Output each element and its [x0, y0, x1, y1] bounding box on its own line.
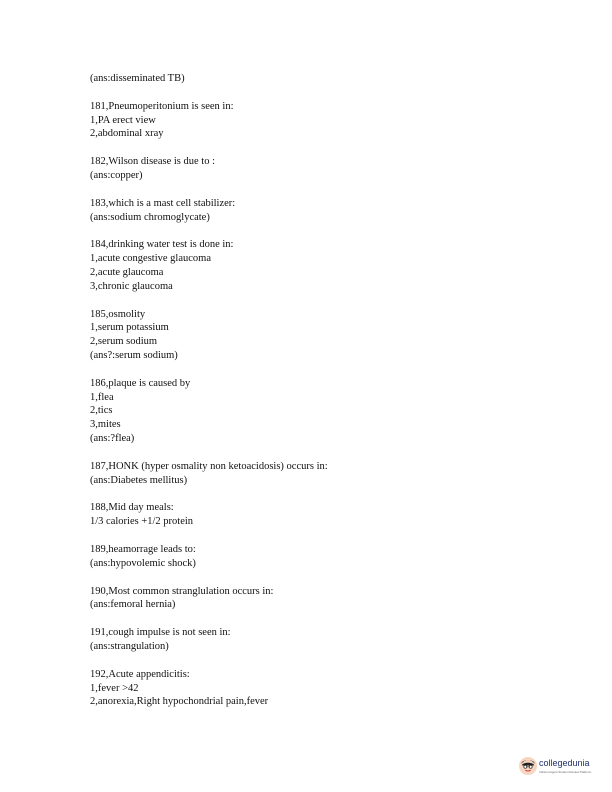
text-line: 183,which is a mast cell stabilizer: [90, 197, 236, 209]
text-line: (ans:sodium chromoglycate) [90, 211, 210, 223]
text-line: 2,tics [90, 405, 113, 417]
text-line: (ans:?flea) [90, 432, 135, 444]
text-line: 190,Most common stranglulation occurs in: [90, 585, 274, 597]
text-line: 1,fever >42 [90, 682, 139, 694]
text-line: 185,osmolity [90, 308, 146, 320]
text-line: 1,acute congestive glaucoma [90, 253, 211, 265]
text-line: 192,Acute appendicitis: [90, 668, 190, 680]
document-content [90, 72, 530, 723]
text-line: 1/3 calories +1/2 protein [90, 516, 194, 528]
text-line: 3,mites [90, 419, 121, 431]
block-189 [90, 543, 530, 571]
text-line: 2,anorexia,Right hypochondrial pain,fever [90, 696, 269, 708]
block-184 [90, 238, 530, 293]
text-line: 1,flea [90, 391, 114, 403]
block-190 [90, 585, 530, 613]
block-191 [90, 626, 530, 654]
collegedunia-logo-icon [518, 756, 538, 776]
brand-tagline: India's largest Student Review Platform [539, 770, 592, 774]
text-line: 2,abdominal xray [90, 128, 164, 140]
text-line: (ans:strangulation) [90, 640, 169, 652]
text-line: 182,Wilson disease is due to : [90, 156, 215, 168]
text-line: 189,heamorrage leads to: [90, 543, 196, 555]
block-182 [90, 155, 530, 183]
text-line: 2,serum sodium [90, 336, 158, 348]
brand-name: collegedunia [539, 758, 590, 768]
text-line: 1,PA erect view [90, 114, 156, 126]
text-line: 186,plaque is caused by [90, 377, 191, 389]
text-line: 184,drinking water test is done in: [90, 239, 234, 251]
block-188 [90, 501, 530, 529]
block-186 [90, 377, 530, 446]
text-line: 187,HONK (hyper osmality non ketoacidosis) occurs in: [90, 460, 328, 472]
text-line: (ans:disseminated TB) [90, 73, 185, 84]
text-line: 1,serum potassium [90, 322, 169, 334]
block-183 [90, 197, 530, 225]
block-185 [90, 308, 530, 363]
text-line: (ans:Diabetes mellitus) [90, 474, 188, 486]
text-line: 181,Pneumoperitonium is seen in: [90, 100, 234, 112]
block-192 [90, 668, 530, 709]
block-187 [90, 460, 530, 488]
block-181 [90, 100, 530, 141]
text-line: (ans:hypovolemic shock) [90, 557, 196, 569]
text-line: 191,cough impulse is not seen in: [90, 627, 231, 639]
block-prev-answer [90, 72, 530, 86]
footer-brand [518, 756, 600, 782]
text-line: 188,Mid day meals: [90, 502, 174, 514]
text-line: 3,chronic glaucoma [90, 280, 173, 292]
text-line: (ans:copper) [90, 169, 143, 181]
text-line: 2,acute glaucoma [90, 266, 164, 278]
text-line: (ans:femoral hernia) [90, 599, 176, 611]
text-line: (ans?:serum sodium) [90, 349, 178, 361]
